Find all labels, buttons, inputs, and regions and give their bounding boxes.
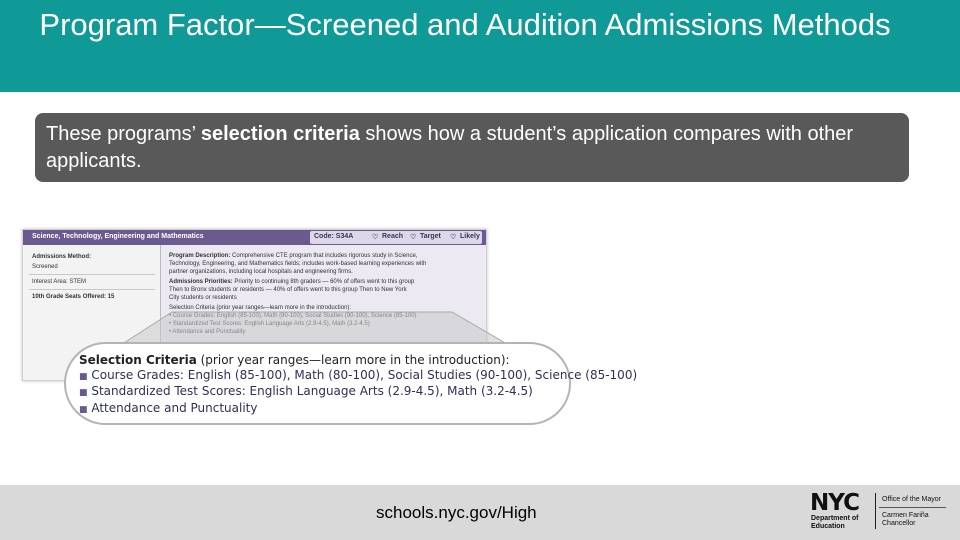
likely-heart-icon: ♡ [450, 234, 457, 241]
likely-label: Likely [460, 233, 480, 240]
program-description-line: Technology, Engineering, and Mathematics fields; includes work-based learning experiences with [169, 261, 427, 267]
selection-criteria-small-heading: Selection Criteria (prior year ranges—learn more in the introduction): [169, 305, 352, 311]
program-description-line: Comprehensive CTE program that includes rigorous study in Science, [230, 253, 418, 259]
doe-label-line: Education [811, 523, 845, 530]
reach-label: Reach [382, 233, 404, 240]
program-description-label: Program Description: [169, 253, 231, 259]
admissions-method-label: Admissions Method: [32, 254, 92, 260]
slide-title: Program Factor—Screened and Audition Admissions Methods [39, 7, 891, 42]
nyc-logo: NYC [810, 490, 859, 516]
interest-area: Interest Area: STEM [32, 279, 87, 285]
selection-criteria-item: Attendance and Punctuality [91, 400, 258, 415]
callout-text-bold: selection criteria [200, 123, 360, 145]
bullet-icon: ■ [79, 388, 88, 398]
selection-criteria-heading: Selection Criteria [79, 353, 197, 367]
priority-line: Priority to continuing 8th graders — 60% of offers went to this group [232, 279, 415, 285]
logo-divider-horizontal [879, 507, 946, 508]
callout-text-pre: These programs’ [46, 123, 201, 145]
admissions-priorities-label: Admissions Priorities: [169, 279, 233, 285]
doe-label [811, 515, 858, 531]
chancellor-name: Carmen Fariña [882, 512, 929, 519]
callout-text-post: shows how a student’s application compares with other applicants. [46, 123, 854, 172]
target-heart-icon: ♡ [410, 234, 417, 241]
seats-offered: 10th Grade Seats Offered: 15 [32, 294, 115, 300]
program-description-line: partner organizations, including local hospitals and engineering firms. [169, 269, 353, 275]
doe-label-line: Department of [811, 515, 859, 522]
priority-line: Then to Bronx students or residents — 40% of offers went to this group Then to New York [169, 287, 407, 293]
selection-criteria-item: Course Grades: English (85-100), Math (80-100), Social Studies (90-100), Science (85-100) [91, 367, 638, 382]
office-of-mayor: Office of the Mayor [882, 496, 942, 503]
bullet-icon: ■ [79, 404, 88, 415]
chancellor-label [882, 512, 929, 528]
reach-heart-icon: ♡ [372, 234, 379, 241]
selection-criteria-subheading: (prior year ranges—learn more in the introduction): [196, 353, 510, 367]
selection-criteria-magnified-text [79, 353, 637, 417]
selection-criteria-item: Standardized Test Scores: English Language Arts (2.9-4.5), Math (3.2-4.5) [91, 384, 533, 398]
program-code: Code: S34A [314, 233, 354, 240]
chancellor-title: Chancellor [882, 520, 916, 527]
admissions-method-value: Screened [32, 264, 58, 270]
footer-url[interactable]: schools.nyc.gov/High [376, 503, 537, 522]
program-name: Science, Technology, Engineering and Mathematics [32, 233, 204, 240]
priority-line: City students or residents [169, 295, 237, 301]
logo-divider [875, 493, 876, 529]
bullet-icon: ■ [79, 371, 88, 382]
target-label: Target [420, 233, 441, 240]
